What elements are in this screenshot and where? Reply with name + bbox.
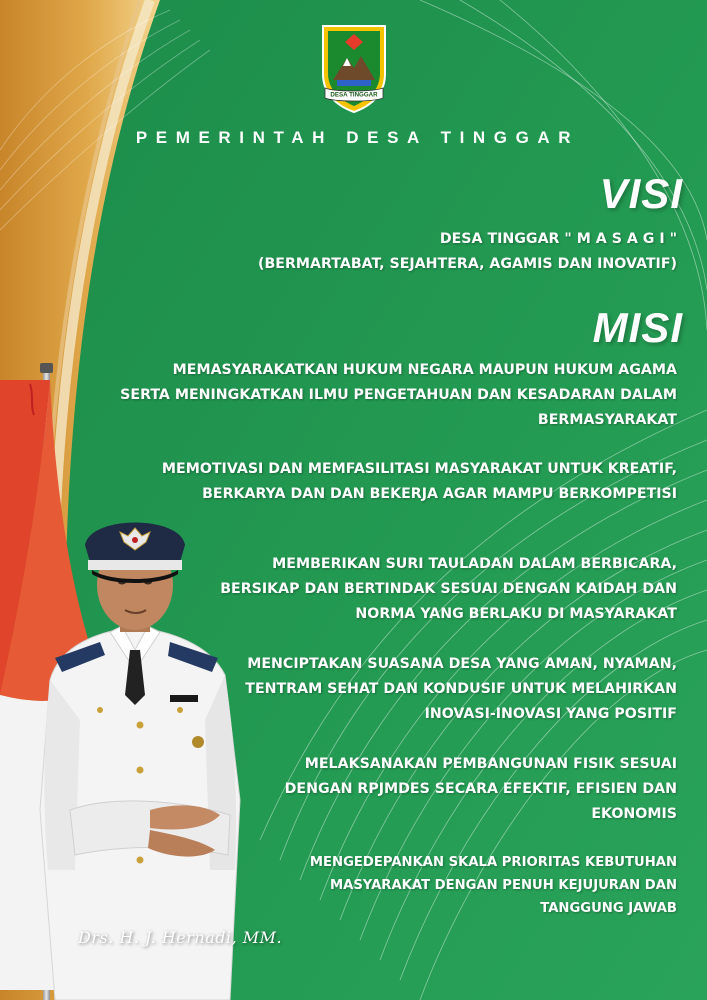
misi-line: BERMASYARAKAT bbox=[537, 412, 677, 428]
misi-line: MEMOTIVASI DAN MEMFASILITASI MASYARAKAT UNTUK KREATIF, bbox=[161, 461, 677, 477]
misi-line: MENGEDEPANKAN SKALA PRIORITAS KEBUTUHAN bbox=[309, 855, 677, 870]
misi-heading: MISI bbox=[592, 304, 683, 351]
misi-line: MELAKSANAKAN PEMBANGUNAN FISIK SESUAI bbox=[304, 756, 677, 772]
visi-line: DESA TINGGAR " M A S A G I " bbox=[439, 231, 677, 247]
emblem-label: DESA TINGGAR bbox=[330, 91, 378, 99]
misi-line: BERSIKAP DAN BERTINDAK SESUAI DENGAN KAIDAH DAN bbox=[220, 581, 677, 597]
government-title: PEMERINTAH DESA TINGGAR bbox=[135, 128, 580, 147]
misi-item bbox=[162, 457, 677, 507]
misi-line: DENGAN RPJMDES SECARA EFEKTIF, EFISIEN DAN bbox=[284, 781, 677, 797]
misi-line: EKONOMIS bbox=[591, 806, 677, 822]
regency-emblem-icon bbox=[315, 22, 393, 114]
misi-item bbox=[120, 358, 677, 433]
misi-item bbox=[245, 652, 677, 727]
flag-pole-top bbox=[40, 363, 53, 373]
misi-item bbox=[285, 752, 677, 827]
misi-item bbox=[220, 552, 677, 627]
misi-line: BERKARYA DAN DAN BEKERJA AGAR MAMPU BERKOMPETISI bbox=[202, 486, 677, 502]
misi-line: MASYARAKAT DENGAN PENUH KEJUJURAN DAN bbox=[329, 878, 677, 893]
misi-line: TENTRAM SEHAT DAN KONDUSIF UNTUK MELAHIRKAN bbox=[245, 681, 677, 697]
misi-line: MEMASYARAKATKAN HUKUM NEGARA MAUPUN HUKUM AGAMA bbox=[172, 362, 677, 378]
visi-line: (BERMARTABAT, SEJAHTERA, AGAMIS DAN INOVATIF) bbox=[257, 256, 677, 272]
misi-line: TANGGUNG JAWAB bbox=[540, 901, 677, 916]
misi-line: MENCIPTAKAN SUASANA DESA YANG AMAN, NYAMAN, bbox=[247, 656, 677, 672]
signature: Drs. H. J. Hernadi, MM. bbox=[78, 928, 283, 947]
visi-text bbox=[258, 227, 677, 277]
misi-item bbox=[310, 851, 677, 920]
village-head-portrait bbox=[30, 510, 260, 1000]
visi-heading: VISI bbox=[599, 170, 683, 217]
misi-line: NORMA YANG BERLAKU DI MASYARAKAT bbox=[355, 606, 677, 622]
misi-line: SERTA MENINGKATKAN ILMU PENGETAHUAN DAN KESADARAN DALAM bbox=[120, 387, 677, 403]
misi-line: MEMBERIKAN SURI TAULADAN DALAM BERBICARA, bbox=[272, 556, 677, 572]
misi-line: INOVASI-INOVASI YANG POSITIF bbox=[424, 706, 677, 722]
